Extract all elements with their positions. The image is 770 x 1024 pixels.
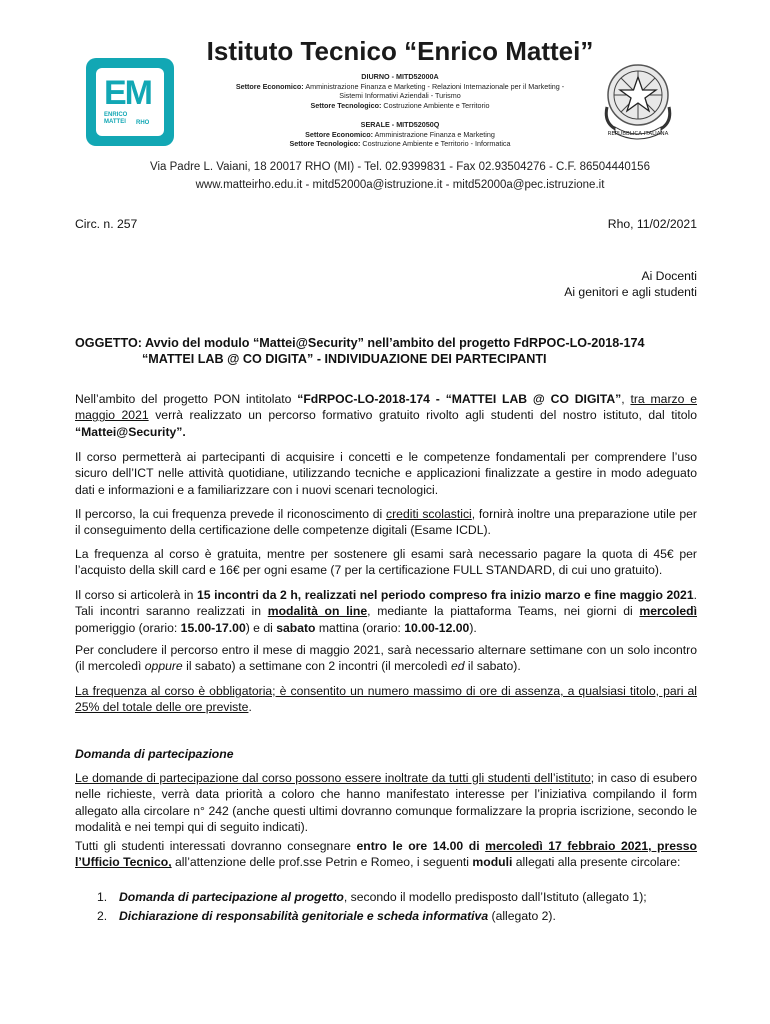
paragraph-consegna <box>75 838 697 871</box>
domanda-p2-date-place: mercoledì 17 febbraio 2021, presso l’Ufficio Tecnico, <box>75 839 698 870</box>
p3-credits: crediti scolastici <box>386 507 472 521</box>
emblem-caption: REPUBBLICA ITALIANA <box>607 131 669 137</box>
logo-caption: ENRICO MATTEI <box>104 112 128 125</box>
paragraph-objectives: Il corso permetterà ai partecipanti di acquisire i concetti e le competenze fondamentali per comprendere l’uso sicuro dell’ICT nelle attività quotidiane, utilizzando tecniche e applicazioni finalizzate a gestire in modo adeguato dati e informazioni e a familiarizzare con i nuovi scenari tecnologici. <box>75 450 697 497</box>
school-address: Via Padre L. Vaiani, 18 20017 RHO (MI) - Tel. 02.9399831 - Fax 02.93504276 - C.F. 86504440156 <box>150 161 650 173</box>
logo-monogram: EM <box>104 74 151 112</box>
serale-tecnologico-text: Costruzione Ambiente e Territorio - Informatica <box>360 139 511 148</box>
p5-text-6: mattina (orario: <box>315 620 405 635</box>
diurno-tecnologico-label: Settore Tecnologico: <box>310 100 382 110</box>
section-heading-domanda: Domanda di partecipazione <box>75 747 234 761</box>
p1-project-name: “MATTEI LAB @ CO DIGITA” <box>445 392 622 406</box>
p5-wed-hours: 15.00-17.00 <box>180 620 246 635</box>
school-contacts: www.matteirho.edu.it - mitd52000a@istruzione.it - mitd52000a@pec.istruzione.it <box>195 179 605 191</box>
school-logo <box>86 58 174 146</box>
list-item-title: Domanda di partecipazione al progetto <box>119 890 344 904</box>
diurno-tecnologico-text: Costruzione Ambiente e Territorio <box>381 100 490 110</box>
subject-line-1: OGGETTO: Avvio del modulo “Mattei@Security” nell’ambito del progetto FdRPOC-LO-2018-174 <box>75 336 645 350</box>
paragraph-credits <box>75 506 697 539</box>
list-item-text: , secondo il modello predisposto dall’Istituto (allegato 1); <box>343 890 647 904</box>
list-item <box>97 908 699 924</box>
domanda-p2-text: Tutti gli studenti interessati dovranno consegnare <box>75 839 357 853</box>
p5-sat-hours: 10.00-12.00 <box>404 620 470 635</box>
p5-text: Il corso si articolerà in <box>75 588 197 602</box>
p5-meetings: 15 incontri da 2 h, realizzati nel periodo compreso fra inizio marzo e fine maggio 2021 <box>196 588 694 602</box>
p1-project-code: “FdRPOC-LO-2018-174 - <box>297 392 446 406</box>
institute-name: Istituto Tecnico “Enrico Mattei” <box>206 36 594 66</box>
p6-end: il sabato). <box>464 659 521 674</box>
domanda-p1-text-2: ; in caso di esubero nelle richieste, verrà data priorità a coloro che hanno manifestato interesse per l’iniziativa compilando il form allegato alla circolare n° 242 (anche questi ultimi dovranno comunque formalizzare la propria iscrizione, secondo le modalità e nei tempi qui di seguito indicati). <box>75 771 697 835</box>
list-item-title: Dichiarazione di responsabilità genitoriale e scheda informativa <box>119 909 489 924</box>
domanda-p2-text-2: all’attenzione delle prof.sse Petrin e Romeo, i seguenti <box>171 855 473 870</box>
p1-text-2: verrà realizzato un percorso formativo gratuito rivolto agli studenti del nostro istituto, dal titolo <box>148 408 697 423</box>
recipients <box>430 268 697 301</box>
p5-text-5: ) e di <box>245 620 277 635</box>
paragraph-domanda <box>75 770 697 836</box>
paragraph-schedule <box>75 587 697 636</box>
p6-ed: ed <box>450 659 465 674</box>
diurno-block <box>185 72 615 110</box>
domanda-p2-text-3: allegati alla presente circolare: <box>512 855 681 870</box>
p5-text-2: . Tali incontri saranno realizzati in <box>75 588 697 619</box>
serale-economico-text: Amministrazione Finanza e Marketing <box>373 129 495 139</box>
modules-list <box>97 889 699 925</box>
p7-end: . <box>248 700 252 715</box>
subject-line-2: “MATTEI LAB @ CO DIGITA” - INDIVIDUAZIONE DEI PARTECIPANTI <box>142 352 547 367</box>
list-item <box>97 889 699 905</box>
p5-text-3: , mediante la piattaforma Teams, nei giorni di <box>367 604 640 619</box>
p6-oppure: oppure <box>144 659 183 674</box>
p3-text: Il percorso, la cui frequenza prevede il riconoscimento di <box>75 507 387 521</box>
p7-text: La frequenza al corso è obbligatoria; è consentito un numero massimo di ore di assenza, a qualsiasi titolo, pari al 25% del totale delle ore previste <box>75 684 697 715</box>
serale-tecnologico-label: Settore Tecnologico: <box>289 139 361 148</box>
p1-sep: , <box>621 392 631 406</box>
paragraph-fees: La frequenza al corso è gratuita, mentre per sostenere gli esami sarà necessario pagare la quota di 45€ per l’acquisto della skill card e 16€ per ogni esame (7 per la certificazione FULL STANDARD, di cui uno gratuito). <box>75 547 697 578</box>
p1-period: tra marzo e maggio 2021 <box>75 392 697 423</box>
domanda-p2-moduli: moduli <box>472 855 513 870</box>
recipient-genitori-studenti: Ai genitori e agli studenti <box>564 285 697 300</box>
diurno-economico-text2: Sistemi Informativi Aziendali - Turismo <box>339 91 461 100</box>
p5-online: modalità on line <box>267 604 368 619</box>
serale-economico-label: Settore Economico: <box>305 129 374 139</box>
diurno-economico-label: Settore Economico: <box>235 81 304 91</box>
list-item-number: 2. <box>97 909 108 924</box>
p1-text: Nell’ambito del progetto PON intitolato <box>75 392 298 406</box>
paragraph-alternation <box>75 642 697 675</box>
serale-block <box>185 120 615 149</box>
domanda-p2-deadline: entro le ore 14.00 di <box>356 839 486 853</box>
p3-text-2: , fornirà inoltre una preparazione utile per il conseguimento della certificazione delle competenze digitali (Esame ICDL). <box>75 507 697 538</box>
circular-number: Circ. n. 257 <box>75 217 138 231</box>
subject <box>75 335 645 368</box>
logo-place: RHO <box>136 120 150 126</box>
list-item-text: (allegato 2). <box>488 909 556 924</box>
place-date: Rho, 11/02/2021 <box>607 217 697 231</box>
p6-text-2: il sabato) a settimane con 2 incontri (il mercoledì <box>182 659 451 674</box>
recipient-docenti: Ai Docenti <box>641 269 697 283</box>
p6-text: Per concludere il percorso entro il mese di maggio 2021, sarà necessario alternare settimane con un solo incontro (il mercoledì <box>75 643 697 674</box>
p1-title: “Mattei@Security”. <box>75 424 186 439</box>
diurno-title: DIURNO - MITD52000A <box>361 72 439 81</box>
p5-text-4: pomeriggio (orario: <box>75 620 181 635</box>
domanda-p1-text: Le domande di partecipazione dal corso possono essere inoltrate da tutti gli studenti dell’istituto <box>75 771 591 785</box>
p5-saturday: sabato <box>276 620 316 635</box>
diurno-economico-text: Amministrazione Finanza e Marketing - Relazioni Internazionale per il Marketing - <box>303 81 565 91</box>
list-item-number: 1. <box>97 890 108 904</box>
paragraph-intro <box>75 391 697 440</box>
paragraph-attendance <box>75 683 697 716</box>
serale-title: SERALE - MITD52050Q <box>360 120 440 129</box>
p5-end: ). <box>469 620 477 635</box>
p5-wednesday: mercoledì <box>639 604 697 619</box>
